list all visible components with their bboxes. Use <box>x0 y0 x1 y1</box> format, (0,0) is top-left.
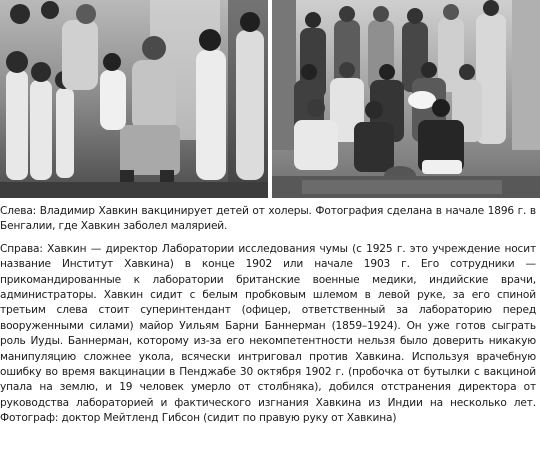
laboratory-staff-photo <box>272 0 540 198</box>
photo-row <box>0 0 540 200</box>
captions <box>0 204 536 427</box>
vaccination-photo <box>0 0 268 198</box>
caption-right-photo: Справа: Хавкин — директор Лаборатории исследования чумы (с 1925 г. это учреждение носит название Институт Хавкина) в конце 1902 или начале 1903 г. Его сотрудники — прикомандированные к лаборатории британские военные медики, индийские врачи, администраторы. Хавкин сидит с белым пробковым шлемом в левой руке, за его спиной третьим слева стоит суперинтендант (офицер, ответственный за лабораторию перед вооруженными силами) майор Уильям Барни Баннерман (1859–1924). Он уже готов сыграть роль Иуды. Баннерман, которому из-за его некомпетентности нельзя было доверить никакую манипуляцию сложнее укола, всячески интриговал против Хавкина. Используя врачебную ошибку во время вакцинации в Пенджабе 30 октября 1902 г. (пробочка от бутылки с вакциной упала на землю, и 19 человек умерло от столбняка), добился отстранения директора от руководства лабораторией и фактического изгнания Хавкина из Индии на несколько лет. Фотограф: доктор Мейтленд Гибсон (сидит по правую руку от Хавкина) <box>0 242 536 425</box>
caption-left-photo: Слева: Владимир Хавкин вакцинирует детей от холеры. Фотография сделана в начале 1896 г. в Бенгалии, где Хавкин заболел малярией. <box>0 205 536 233</box>
